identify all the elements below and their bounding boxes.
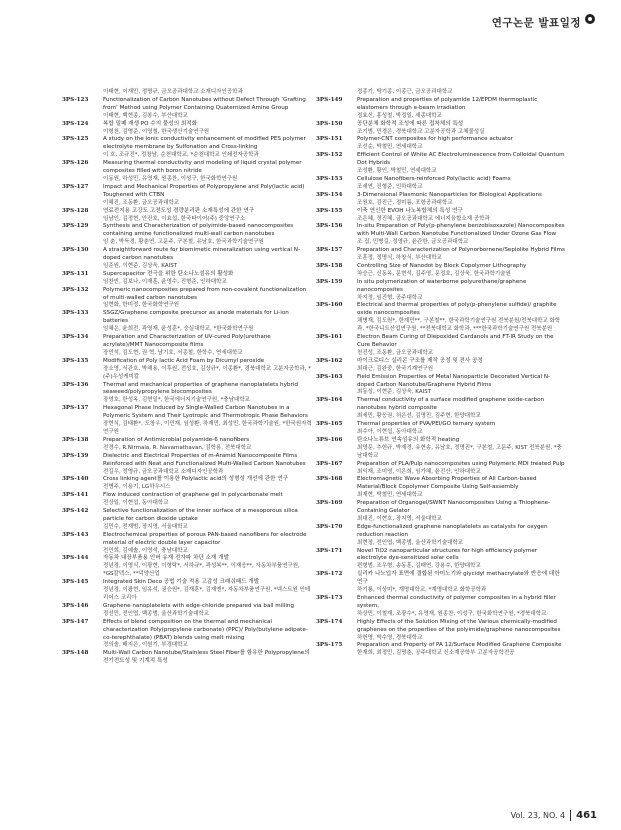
entry-code: 3PS-141 (62, 492, 89, 499)
entry-title: In situ polymerization of waterborne polyurethane/graphene nanocomposites (357, 278, 527, 293)
entry-code: 3PS-150 (316, 120, 343, 127)
entry-code: 3PS-134 (62, 334, 89, 341)
program-entry (62, 287, 312, 303)
entry-authors: 장현식, 김태환*, 도창우, 이민재, 임성환, 하재민, 최성민, 한국과학기술원, *한국원자력연구원 (103, 421, 312, 435)
program-entry (316, 397, 566, 413)
entry-authors: 조선순, 박철민, 연세대학교 (357, 144, 423, 151)
entry-authors: 편형범, 조우형, 송동훈, 김태연, 강용수, 한양대학교 (357, 563, 481, 570)
entry-code: 3PS-132 (62, 286, 89, 293)
entry-title: Efficient Control of White AC Electroluminescence from Colloidal Quantum Dot Hybrids (357, 152, 565, 167)
program-entry (62, 97, 312, 113)
entry-authors: 임찬빈, 김보나, 이재훈, 윤영수, 진형준, 인하대학교 (103, 278, 227, 285)
entry-authors: 최세민, 황응권, 허은선, 김명진, 김주현, 한양대학교 (357, 413, 481, 420)
entry-authors: 최익재, 조미영, 이은희, 임가혜, 윤진산, 인하대학교 (357, 468, 481, 475)
entry-authors: 이 호, 조규진*, 정창남, 순천대학교, *순천대학교 인쇄전자공학과 (103, 152, 259, 159)
entry-title: Cellulose Nanofibers-reinforced Poly(lactic acid) Foams (357, 175, 511, 182)
entry-title: Preparation of Antimicrobial polyamide-6 nanofibers (103, 436, 250, 443)
entry-authors: 이태현, 백현종, 김봉수, 부산대학교 (103, 112, 188, 119)
entry-title: Graphene nanoplatelets with edge-chloride prepared via ball milling (103, 602, 295, 609)
program-entry (316, 524, 566, 540)
program-entry (62, 619, 312, 643)
entry-authors: 채병재, 김도원*, 한재민**, 구본철**, 한국과학기술연구원 전북분원/전북대학교 화학과, *한국니트산업연구원, **전북대학교 화학과, ***한국과학기술연구원 전북분원 (357, 318, 561, 333)
entry-code: 3PS-123 (62, 96, 89, 103)
entry-title: Enhanced thermal conductivity of polymer composites in a hybrid filler system, (357, 595, 556, 609)
entry-authors: 최대근, 김완중, 한국기계연구원 (357, 365, 434, 372)
entry-code: 3PS-168 (316, 476, 343, 483)
entry-code: 3PS-124 (62, 120, 89, 127)
entry-code: 3PS-130 (62, 247, 89, 254)
entry-authors: 조성환, 황인, 박철민, 연세대학교 (357, 168, 437, 175)
entry-authors: 최영문, 추헌규, 박재경, 유현송, 유남호, 정명진*, 구본철, 고문주, KIST 전북분원, *충남대학교 (357, 444, 562, 459)
program-entry (62, 223, 312, 239)
entry-title: Flow induced contraction of graphene gel in polycarbonate melt (103, 492, 283, 499)
program-entry (62, 476, 312, 484)
entry-authors: 조은혜, 정진혜, 금오공과대학교 에너지융합소재 공학과 (357, 215, 490, 222)
page-footer (511, 810, 597, 821)
entry-authors: 임남인, 김정현, 안진호, 이효섭, 한국타이어(주) 중앙연구소 (103, 215, 246, 222)
entry-title: Electromagnetic Wave Absorbing Properties of All Carbon-based Material/Block Copolymer Composite Using Self-assembly (357, 476, 537, 491)
entry-code: 3PS-131 (62, 270, 89, 277)
entry-authors: 임현화, 한미정, 한국화학연구원 (103, 302, 180, 309)
entry-authors: 정효신, 홍성철, 박정일, 세종대학교 (357, 112, 442, 119)
entry-authors: 조원호, 김진근, 정미름, 포항공과대학교 (357, 199, 453, 206)
program-entry (62, 247, 312, 263)
program-entry (316, 176, 566, 184)
entry-code: 3PS-126 (62, 160, 89, 167)
entry-title: Thermal properties of PVA/PEI/GO ternary system (357, 421, 496, 428)
entry-authors: 최대진, 이현호, 장지영, 서울대학교 (357, 515, 442, 522)
entry-title: Thermal conductivity of a surface modified graphene oxide-carbon nanotubes hybrid composite (357, 397, 545, 412)
right-column (316, 89, 566, 658)
entry-authors: 이태현, 이재민, 정명규, 금오공과대학교 소재디자인공학과 (103, 89, 243, 95)
entry-authors: 차승근, 신동옥, 문현석, 김주영, 문정호, 김상욱, 한국과학기술원 (357, 270, 511, 277)
entry-code: 3PS-153 (316, 175, 343, 182)
program-entry (316, 263, 566, 271)
entry-title: Modification of Poly lactic Acid Foam by Dicumyl peroxide (103, 357, 265, 364)
entry-code: 3PS-143 (62, 531, 89, 538)
program-entry (62, 508, 312, 524)
entry-code: 3PS-154 (316, 191, 343, 198)
program-entry (316, 476, 566, 492)
entry-code: 3PS-139 (62, 452, 89, 459)
left-column (62, 89, 312, 666)
program-entry (316, 121, 566, 129)
program-entry (316, 548, 566, 564)
entry-authors: 하기룡, 이상미*, 계명대학교, *계명대학교 화학공학과 (357, 587, 487, 594)
entry-title: Cross linking agent를 이용한 Polylactic acid의 성형성 개선에 관한 연구 (103, 476, 289, 483)
entry-authors: 천진성, 조동환, 금오공과대학교 (357, 349, 434, 356)
entry-authors: 차지정, 임진형, 공주대학교 (357, 294, 423, 301)
entry-title: Preparation of PLA/Pulp nanocomposites using Polymeric MDI treated Pulp (357, 460, 565, 467)
entry-title: Electrical and thermal properties of poly(p-phenylene sulfide)/ graphite oxide nanocomposites (357, 302, 557, 317)
program-entry (62, 310, 312, 326)
entry-code: 3PS-172 (316, 571, 343, 578)
program-entry (316, 437, 566, 445)
program-entry (62, 492, 312, 500)
entry-title: 공단분체 화학적 조성에 따른 접착체의 특성 (357, 120, 464, 127)
entry-code: 3PS-136 (62, 381, 89, 388)
entry-authors: 장민석, 김도현, 권 혁, 남기호, 서종철, 한학수, 연세대학교 (103, 349, 243, 356)
entry-title: Measuring thermal conductivity and modeling of liquid crystal polymer composites filled with boron nitride (103, 160, 302, 175)
entry-code: 3PS-147 (62, 618, 89, 625)
program-entry (316, 461, 566, 469)
program-entry (316, 619, 566, 635)
entry-authors: 최동성, 이현준, 김상욱, KAIST (357, 389, 432, 396)
entry-code: 3PS-138 (62, 436, 89, 443)
entry-authors: 최현정, 전인엽, 백종범, 울산과학기술대학교 (357, 539, 464, 546)
entry-code: 3PS-145 (62, 579, 89, 586)
entry-title: Electrochemical properties of porous PAN-based nanofibers for electrode material of electric double layer capacitor (103, 531, 307, 546)
entry-title: 3-Dimensional Plasmonic Nanoparticles for Biological Applications (357, 191, 542, 198)
page-header (0, 0, 621, 40)
entry-code: 3PS-161 (316, 334, 343, 341)
entry-code: 3PS-170 (316, 523, 343, 530)
program-entry (316, 421, 566, 429)
entry-authors: 한재희, 최정민, 김명춘, 공주대학교 신소재공학부 고분자공학전공 (357, 650, 515, 657)
entry-code: 3PS-171 (316, 547, 343, 554)
journal-info: Vol. 23, NO. 4 (510, 811, 566, 820)
entry-authors: 장소영, 서관호, 박해용, 이후원, 전성호, 김상규*, 이종환*, 경북대학교 고분자공학과, *(주)우성케미칼 (103, 365, 311, 380)
entry-code: 3PS-160 (316, 302, 343, 309)
program-entry (62, 160, 312, 176)
entry-title: Polymeric nanocomposites prepared from non-covalent functionalization of multi-walled carbon nanotubes (103, 286, 307, 301)
program-entry (62, 208, 312, 216)
entry-title: A study on the ionic conductivity enhancement of modified PES polymer electrolyte membrane by Sulfonation and Cross-linking (103, 136, 306, 151)
program-entry (316, 500, 566, 516)
entry-title: 자동차 내장부품용 인버 유재 전자파 차단 소재 개발 (103, 555, 229, 562)
entry-title: Effects of blend composition on the thermal and mechanical characterization Poly(propylene carbonate) (PPC)/ Poly(butylene adipate-co-terephthalate) (PBAT) blends using melt mixing (103, 618, 308, 641)
entry-title: Multi-Wall Carbon Nanotube/Stainless Steel Fiber를 함유한 Polypropylene의 전기전도성 및 기계적 특성 (103, 650, 310, 665)
program-entry (316, 302, 566, 318)
entry-title: A straightforward route for biomimetic mineralization using vertical N-doped carbon nanotubes (103, 247, 300, 262)
entry-code: 3PS-169 (316, 500, 343, 507)
entry-code: 3PS-127 (62, 183, 89, 190)
entry-code: 3PS-175 (316, 642, 343, 649)
entry-title: Supercapacitor 전극을 위한 탄소나노섬유의 활성화 (103, 270, 234, 277)
entry-code: 3PS-159 (316, 278, 343, 285)
entry-title: Controlling Size of Nanodot by Block Copolymer Lithography (357, 262, 527, 269)
circle-bullet-icon (585, 14, 595, 24)
entry-authors: 김민수, 전재범, 장지영, 서울대학교 (103, 523, 188, 530)
program-entry (62, 184, 312, 200)
entry-code: 3PS-129 (62, 223, 89, 230)
program-entry (316, 223, 566, 239)
program-entry (316, 97, 566, 113)
program-entry (62, 121, 312, 129)
entry-code: 3PS-155 (316, 207, 343, 214)
program-entry (316, 208, 566, 216)
entry-authors: 정년경, 이광현, 임유석, 권승원*, 김재훈*, 김재엔*, 자동차부품연구원, *넥스트원 인테리어스 코리아 (103, 587, 311, 601)
program-entry (62, 334, 312, 350)
entry-authors: 하상민, 이철재, 조광수*, 유영재, 원종찬, 이성구, 한국화학연구원, *경북대학교 (357, 610, 547, 617)
entry-code: 3PS-165 (316, 421, 343, 428)
program-entry (62, 358, 312, 366)
program-entry (316, 595, 566, 611)
entry-title: Polymer-CNT composites for high performance actuator (357, 136, 513, 143)
entry-code: 3PS-173 (316, 595, 343, 601)
entry-title: Preparation and Property of PA 12/Surface Modified Graphene Composite (357, 642, 562, 649)
entry-title: Integrated Skin Deco 공법 기술 적용 고감성 크래쉬패드 개발 (103, 579, 260, 586)
entry-code: 3PS-156 (316, 223, 343, 230)
entry-code: 3PS-158 (316, 262, 343, 269)
program-entry (62, 453, 312, 469)
entry-code: 3PS-151 (316, 136, 343, 143)
entry-authors: 정의솔, 배지은, 이원기, 부경대학교 (103, 642, 188, 649)
entry-code: 3PS-163 (316, 373, 343, 380)
entry-title: 마이크로디스 실리콘 구조를 제작 공정 및 전사 공정 (357, 357, 483, 364)
entry-title: 복합 밀폐 재생 PO 수지 물성의 최적화 (103, 120, 198, 127)
program-entry (316, 358, 566, 366)
entry-title: Synthesis and Characterization of polyimide-based nanocomposites containing amine functionalized multi-wall carbon nanotubes (103, 223, 294, 238)
entry-authors: 전경수, R.Nirmala, R. Navamathavan, 김학용, 전북대학교 (103, 444, 252, 451)
program-entry (62, 579, 312, 587)
program-entry (62, 136, 312, 152)
entry-code: 3PS-142 (62, 508, 89, 515)
program-entry (62, 437, 312, 445)
entry-title: SSGZ/Graphene composite precursor as anode materials for Li-ion batteries (103, 310, 289, 325)
entry-title: Edge-functionalized graphene nanoplatelets as catalysts for oxygen reduction reaction (357, 523, 548, 538)
entry-authors: 조 집, 민병길, 정영규, 윤관한, 금오공과대학교 (357, 239, 469, 246)
entry-authors: 임 춘, 박득경, 황춘연, 고문주, 구본철, 유남호, 한국과학기술연구원 (103, 239, 264, 246)
entry-code: 3PS-157 (316, 247, 343, 254)
entry-authors: 전상일, 이현섭, 동아대학교 (103, 500, 169, 507)
entry-authors: 정종기, 박기종, 이종근, 금오공과대학교 (357, 89, 453, 95)
program-entry (316, 136, 566, 144)
entry-authors: 전병주, 이용기, LG하우시스 (103, 484, 171, 491)
program-entry (316, 571, 566, 587)
entry-authors: 이혜진, 조동환, 금오공과대학교 (103, 199, 180, 206)
entry-code: 3PS-174 (316, 618, 343, 625)
entry-title: Electron Beam Curing of Diepoxided Cardanols and FT-IR Study on the Cure Behavior (357, 334, 554, 348)
entry-authors: 최수아, 이현섭, 동아대학교 (357, 428, 423, 435)
entry-code: 3PS-144 (62, 555, 89, 562)
entry-title: Novel TiO2 nanoparticular structures for high efficiency polymer electrolyte dye-sensitized solar cells (357, 547, 538, 562)
entry-code: 3PS-167 (316, 460, 343, 467)
entry-title: 탄소나노튜브 연속섬유의 화학적 heating (357, 436, 460, 443)
entry-authors: 정년경, 이영식, 이광현, 이형탁*, 서하규*, 곽성복**, 이재응**, 자동차부품연구원, *GS칼텍스, **덕양산업 (103, 563, 300, 578)
program-entry (62, 603, 312, 611)
program-entry (62, 405, 312, 421)
program-entry (62, 532, 312, 548)
entry-authors: 전민희, 김예솔, 이영석, 충남대학교 (103, 547, 188, 554)
entry-authors: 조기범, 민경은, 경북대학교 고분자공학과 고체물성실 (357, 128, 485, 135)
entry-title: Highly Effects of the Solution Mixing of the Various chemically-modified graphenes on the properties of the polyimide/graphene nanocomposites (357, 618, 561, 633)
entry-title: Preparation and Characterization of UV-cured Poly(urethane acrylate)/MMT Nanocomposite films (103, 334, 271, 348)
section-title: 연구논문 발표일정 (491, 17, 581, 29)
entry-authors: 이형천, 김영준, 이영철, 한국생산기술연구원 (103, 128, 210, 135)
program-entry (316, 192, 566, 200)
entry-title: In-situ Preparation of Poly(p-phenylene benzobisoxazole) Nanocomposites with Multi-Wall Carbon Nanotube Functionalized Under Ozone Gas Flow (357, 223, 565, 238)
entry-code: 3PS-146 (62, 602, 89, 609)
entry-code: 3PS-166 (316, 436, 343, 443)
entry-authors: 정선민, 전인엽, 백종범, 울산과학기술대학교 (103, 610, 210, 617)
entry-authors: 하헌영, 박수영, 경북대학교 (357, 634, 423, 641)
entry-title: Preparation and Characterization of Polynorbornene/Sepiolite Hybrid Films (357, 247, 565, 254)
entry-code: 3PS-162 (316, 357, 343, 364)
program-entry (316, 247, 566, 255)
entry-code: 3PS-133 (62, 310, 89, 317)
entry-code: 3PS-135 (62, 357, 89, 364)
entry-authors: 전길우, 정영규, 금오공과대학교 소재디자인공학과 (103, 468, 224, 475)
entry-title: 이축 연신한 EVOH 나노복합체의 특성 연구 (357, 207, 463, 214)
page-number: 461 (570, 810, 597, 821)
entry-code: 3PS-148 (62, 650, 89, 657)
program-entry (316, 279, 566, 295)
entry-code: 3PS-140 (62, 476, 89, 483)
entry-code: 3PS-149 (316, 96, 343, 103)
entry-code: 3PS-137 (62, 405, 89, 412)
entry-title: Preparation of Organogel/SWNT Nanocomposites Using a Thiophene-Containing Gelator (357, 500, 551, 515)
entry-authors: 조세연, 진형준, 인하대학교 (357, 183, 423, 190)
program-entry (316, 334, 566, 350)
entry-title: Dielectric and Electrical Properties of m-Aramid Nanocomposite Films Reinforced with Neat and Functionalized Multi-Walled Carbon Nanotubes (103, 452, 306, 467)
entry-title: 실리카 나노입자 표면에 결합된 아미노기와 glycidyl methacrylate와 반응에 대한 연구 (357, 571, 560, 586)
entry-title: Hexagonal Phase Induced by Single-Walled Carbon Nanotubes in a Polymeric System and Their Lyotropic and Thermotropic Phase Behaviors (103, 405, 308, 420)
entry-authors: 임준원, 이현준, 김상욱, KAIST (103, 262, 178, 269)
entry-authors: 이동원, 하성민, 유영재, 원종찬, 이성구, 한국화학연구원 (103, 175, 238, 182)
entry-code: 3PS-152 (316, 152, 343, 159)
entry-title: Field Emission Properties of Metal Nanoparticle Decorated Vertical N-doped Carbon Nanotube/Graphene Hybrid Films (357, 373, 551, 388)
entry-code: 3PS-164 (316, 397, 343, 404)
entry-title: Functionalization of Carbon Nanotubes without Defect Through ‘Grafting from’ Method using Polymer Containing Quaternized Amine Group (103, 96, 306, 111)
entry-authors: 장영호, 한성옥, 김현일*, 한국에너지기술연구원, *충남대학교 (103, 397, 251, 404)
entry-code: 3PS-125 (62, 136, 89, 143)
entry-title: Preparation and properties of polyamide 12/EPDM thermoplastic elastomers through e-beam irradiation (357, 96, 538, 111)
entry-authors: 임혜은, 윤희전, 곽영재, 윤성훈*, 숭실대학교, *한국화학연구원 (103, 326, 254, 333)
entry-title: Impact and Mechanical Properties of Polypropylene and Poly(lactic acid) Toughened with CTBN (103, 183, 305, 198)
program-entry (316, 152, 566, 168)
entry-code: 3PS-128 (62, 207, 89, 214)
entry-authors: 조훈정, 정명식, 하창식, 부산대학교 (357, 255, 442, 262)
entry-title: 연료전지용 고강도 고전도성 경량분리판 소재특성에 관한 연구 (103, 207, 255, 214)
entry-authors: 최재현, 박철민, 연세대학교 (357, 492, 423, 499)
program-entry (62, 271, 312, 279)
program-entry (62, 382, 312, 398)
entry-title: Selective functionalization of the inner surface of a mesoporous silica particle for carbon dioxide uptake (103, 508, 298, 522)
program-entry (316, 374, 566, 390)
program-entry (62, 650, 312, 666)
entry-title: Thermal and mechanical properties of graphene nanoplatelets hybrid seaweed/polypropylene biocomposites (103, 381, 298, 396)
